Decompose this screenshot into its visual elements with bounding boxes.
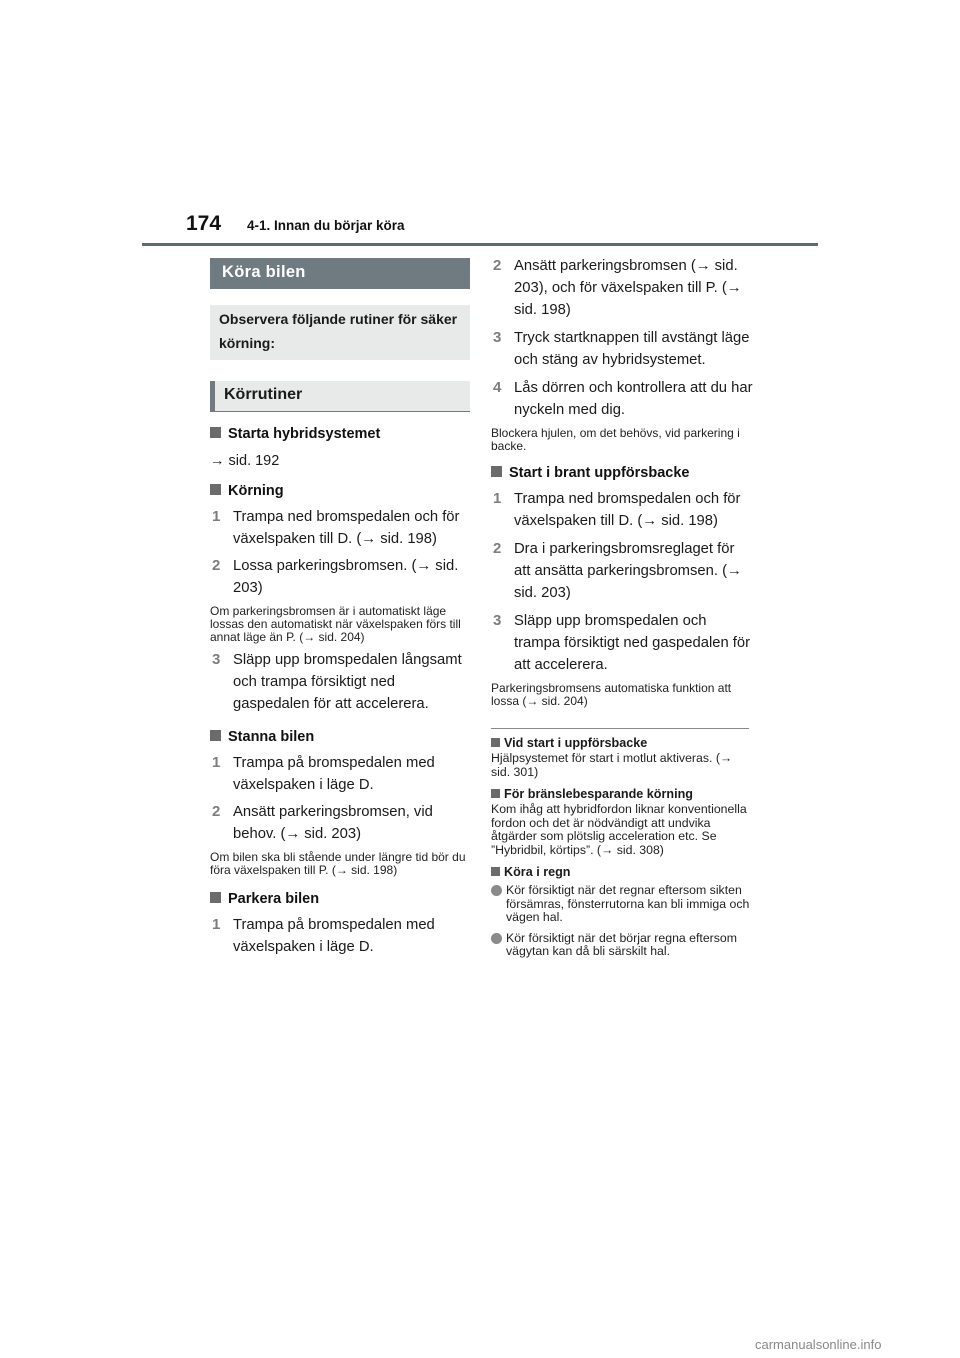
heading-hill-start: Start i brant uppförsbacke <box>491 463 753 483</box>
note: Blockera hjulen, om det behövs, vid parkering i backe. <box>491 426 740 453</box>
economy-text: Kom ihåg att hybridfordon liknar konventionella fordon och det är nödvändigt att undvika åtgärder som plötslig acceleration etc. Se ”Hybridbil, körtips”. (→ sid. 308) <box>491 802 747 857</box>
square-bullet-icon <box>210 892 221 903</box>
heading-start: Starta hybridsystemet <box>210 424 470 444</box>
square-bullet-icon <box>491 738 500 747</box>
left-column <box>210 258 470 958</box>
intro-box: Observera följande rutiner för säker körning: <box>210 305 470 360</box>
watermark: carmanualsonline.info <box>755 1337 882 1352</box>
step: 1 Trampa ned bromspedalen och för växelspaken till D. (→ sid. 198) <box>212 508 460 547</box>
step: 4 Lås dörren och kontrollera att du har nyckeln med dig. <box>493 379 753 418</box>
step: 3 Tryck startknappen till avstängt läge och stäng av hybridsystemet. <box>493 329 750 368</box>
square-bullet-icon <box>210 484 221 495</box>
note: Parkeringsbromsens automatiska funktion att lossa (→ sid. 204) <box>491 681 732 708</box>
step: 2 Dra i parkeringsbromsreglaget för att ansätta parkeringsbromsen. (→ sid. 203) <box>493 540 742 601</box>
step: 1 Trampa på bromspedalen med växelspaken i läge D. <box>212 754 435 793</box>
round-bullet-icon <box>491 933 502 944</box>
step: 3 Släpp upp bromspedalen och trampa försiktigt ned gaspedalen för att accelerera. <box>493 612 751 673</box>
heading-park: Parkera bilen <box>210 889 470 909</box>
page-number: 174 <box>186 212 222 235</box>
note: Om bilen ska bli stående under längre tid bör du föra växelspaken till P. (→ sid. 198) <box>210 850 466 877</box>
step: 2 Ansätt parkeringsbromsen, vid behov. (→ sid. 203) <box>212 803 433 842</box>
heading-economy: För bränslebesparande körning <box>491 786 753 802</box>
right-column <box>491 258 753 959</box>
step: 3 Släpp upp bromspedalen långsamt och trampa försiktigt ned gaspedalen för att accelerera. <box>212 651 462 712</box>
note: Om parkeringsbromsen är i automatiskt läge lossas den automatiskt när växelspaken förs till annat läge än P. (→ sid. 204) <box>210 604 461 644</box>
heading-driving: Körning <box>210 481 470 501</box>
list-item: Kör försiktigt när det börjar regna eftersom vägytan kan då bli särskilt hal. <box>491 932 753 959</box>
subsection-title: Körrutiner <box>210 381 470 412</box>
list-item: Kör försiktigt när det regnar eftersom sikten försämras, fönsterrutorna kan bli immiga och vägen hal. <box>491 884 753 925</box>
start-reference: → sid. 192 <box>210 453 280 469</box>
square-bullet-icon <box>491 789 500 798</box>
round-bullet-icon <box>491 885 502 896</box>
square-bullet-icon <box>210 427 221 438</box>
header-rule <box>142 243 818 246</box>
chapter-title: 4-1. Innan du börjar köra <box>247 218 405 233</box>
uphill-text: Hjälpsystemet för start i motlut aktiveras. (→ sid. 301) <box>491 751 733 779</box>
step: 2 Lossa parkeringsbromsen. (→ sid. 203) <box>212 557 459 596</box>
square-bullet-icon <box>210 730 221 741</box>
heading-stop: Stanna bilen <box>210 727 470 747</box>
square-bullet-icon <box>491 466 502 477</box>
square-bullet-icon <box>491 867 500 876</box>
step: 2 Ansätt parkeringsbromsen (→ sid. 203), och för växelspaken till P. (→ sid. 198) <box>493 257 742 318</box>
heading-rain: Köra i regn <box>491 864 753 880</box>
step: 1 Trampa på bromspedalen med växelspaken i läge D. <box>212 916 435 955</box>
section-title: Köra bilen <box>210 258 470 289</box>
step: 1 Trampa ned bromspedalen och för växelspaken till D. (→ sid. 198) <box>493 490 741 529</box>
section-divider <box>491 728 749 729</box>
heading-uphill-assist: Vid start i uppförsbacke <box>491 735 753 751</box>
